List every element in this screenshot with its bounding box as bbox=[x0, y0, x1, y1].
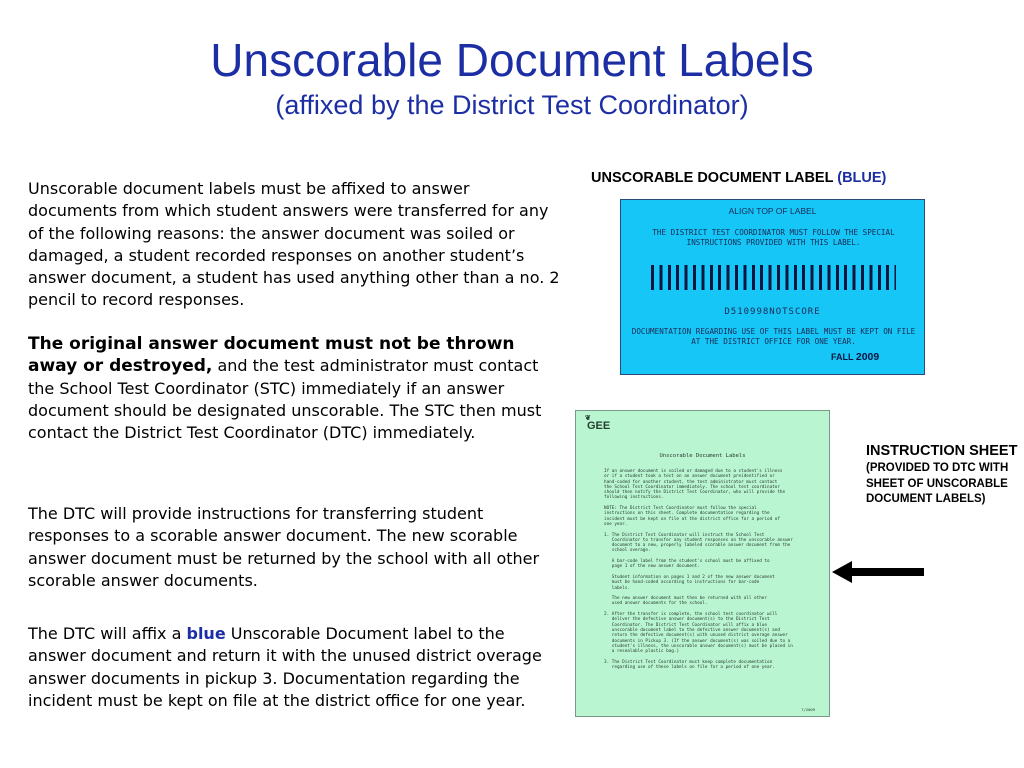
instruction-sheet-image bbox=[575, 410, 830, 717]
label-align-text: ALIGN TOP OF LABEL bbox=[728, 206, 817, 216]
slide-subtitle: (affixed by the District Test Coordinator) bbox=[275, 90, 749, 120]
label-heading-text: UNSCORABLE DOCUMENT LABEL bbox=[591, 170, 834, 186]
label-season: FALL bbox=[831, 352, 854, 362]
logo-swirl-icon: ❦ bbox=[585, 415, 591, 422]
sheet-footer: 7/2009 bbox=[801, 707, 815, 712]
instruction-sheet-caption-title: INSTRUCTION SHEET bbox=[866, 443, 1018, 459]
label-heading-color: (BLUE) bbox=[837, 170, 887, 186]
paragraph-transfer-instructions: The DTC will provide instructions for transferring student responses to a scorable answer document. The new scorable answer document must be returned by the school with all other scorable answer documents. bbox=[28, 504, 540, 590]
paragraph-do-not-destroy-text: and the test administrator must contact the School Test Coordinator (STC) immediately if an answer document should be designated unscorable. The STC then must contact the District Test Coordinator (DTC) immediately. bbox=[28, 356, 542, 443]
paragraph-affix-label bbox=[28, 623, 563, 712]
label-documentation-text: DOCUMENTATION REGARDING USE OF THIS LABEL MUST BE KEPT ON FILE AT THE DISTRICT OFFICE FOR ONE YEAR. bbox=[631, 327, 916, 346]
affix-text-end: Unscorable Document label to the answer document and return it with the unused district overage answer documents in pickup 3. Documentation regarding the incident must be kept on file at the district office for one year. bbox=[28, 624, 542, 710]
affix-text-start: The DTC will affix a bbox=[28, 624, 187, 643]
label-instructions: THE DISTRICT TEST COORDINATOR MUST FOLLOW THE SPECIAL INSTRUCTIONS PROVIDED WITH THIS LABEL. bbox=[652, 228, 895, 247]
paragraph-do-not-destroy bbox=[28, 333, 563, 444]
blue-emphasis: blue bbox=[186, 624, 226, 643]
label-code: D510998NOTSCORE bbox=[724, 307, 821, 317]
label-example-heading bbox=[591, 170, 886, 186]
instruction-sheet-caption bbox=[866, 443, 1024, 508]
bold-warning: The original answer document must not be thrown away or destroyed, bbox=[28, 334, 515, 377]
unscorable-label-image bbox=[620, 199, 925, 375]
label-season-year bbox=[831, 351, 879, 363]
sheet-title: Unscorable Document Labels bbox=[659, 453, 746, 459]
sheet-body-text: If an answer document is soiled or damaged due to a student's illness or if a student took a test on an answer document preidentified or hand-coded for another student, the test administrator must contact the School Test Coordinator immediately. The school test coordinator should then notify the District Test Coordinator, who will provide the following instructions. NOTE: The District Test Coordinator must follow the special instructions on this sheet. Complete documentation regarding the incident must be kept on file at the district office for a period of one year. 1. The District Test Coordinator will instruct the School Test Coordinator to transfer any student responses on the unscorable answer document to a new, properly labeled scorable answer document from the school overage. A bar-code label from the student's school must be affixed to page 1 of the new answer document. Student information on pages 1 and 2 of the new answer document must be hand-coded according to instructions for bar-code labels. The new answer document must then be returned with all other used answer documents for the school. 2. After the transfer is complete, the school test coordinator will deliver the defective answer document(s) to the District Test Coordinator. The District Test Coordinator will affix a blue unscorable document label to the defective answer document(s) and return the defective document(s) with unused district overage answer documents in Pickup 3. (If the answer document(s) was soiled due to a student's illness, the unscorable answer document(s) must be placed in a resealable plastic bag.) 3. The District Test Coordinator must keep complete documentation regarding use of these labels on file for a period of one year. bbox=[604, 469, 793, 670]
slide-title: Unscorable Document Labels bbox=[210, 34, 814, 86]
paragraph-reasons: Unscorable document labels must be affixed to answer documents from which student answers were transferred for any of the following reasons: the answer document was soiled or damaged, a student recorded responses on another student’s answer document, a student has used anything other than a no. 2 pencil to record responses. bbox=[28, 179, 560, 310]
gee-logo-text: GEE bbox=[587, 420, 611, 432]
left-arrow-icon bbox=[832, 561, 924, 583]
barcode-graphic bbox=[651, 265, 896, 290]
instruction-sheet-caption-subtitle: (PROVIDED TO DTC WITH SHEET OF UNSCORABLE DOCUMENT LABELS) bbox=[866, 462, 1009, 505]
gee-logo bbox=[585, 415, 611, 432]
label-year: 2009 bbox=[855, 351, 880, 363]
